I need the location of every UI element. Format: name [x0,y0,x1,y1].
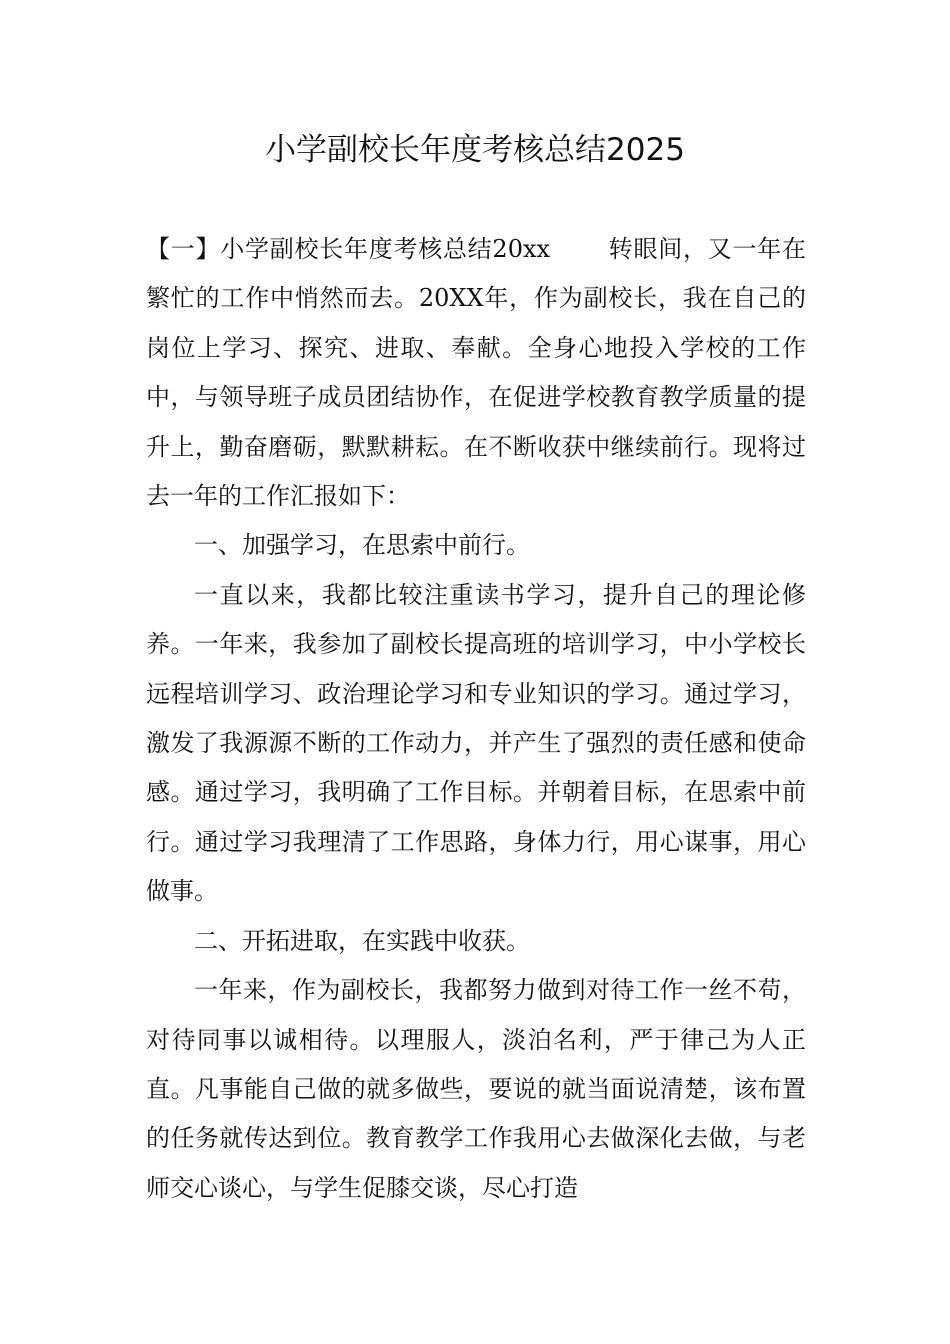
section-heading-learning: 一、加强学习，在思索中前行。 [194,531,530,560]
paragraph-intro-text: 转眼间，又一年在繁忙的工作中悄然而去。20XX年，作为副校长，我在自己的岗位上学习、探究、进取、奉献。全身心地投入学校的工作中，与领导班子成员团结协作，在促进学校教育教学质量的提升上，勤奋磨砺，默默耕耘。在不断收获中继续前行。现将过去一年的工作汇报如下： [146,235,807,511]
paragraph-learning: 一直以来，我都比较注重读书学习，提升自己的理论修养。一年来，我参加了副校长提高班的培训学习，中小学校长远程培训学习、政治理论学习和专业知识的学习。通过学习，激发了我源源不断的工作动力，并产生了强烈的责任感和使命感。通过学习，我明确了工作目标。并朝着目标，在思索中前行。通过学习我理清了工作思路，身体力行，用心谋事，用心做事。 [146,580,806,906]
document-title: 小学副校长年度考核总结2025 [265,132,685,168]
section-heading-one: 【一】小学副校长年度考核总结20xx [146,235,551,263]
section-heading-practice: 二、开拓进取，在实践中收获。 [194,926,530,955]
document-body [146,225,806,1213]
paragraph-intro [146,225,806,521]
paragraph-practice: 一年来，作为副校长，我都努力做到对待工作一丝不苟，对待同事以诚相待。以理服人，淡泊名利，严于律己为人正直。凡事能自己做的就多做些，要说的就当面说清楚，该布置的任务就传达到位。教育教学工作我用心去做深化去做，与老师交心谈心，与学生促膝交谈，尽心打造 [146,976,806,1202]
